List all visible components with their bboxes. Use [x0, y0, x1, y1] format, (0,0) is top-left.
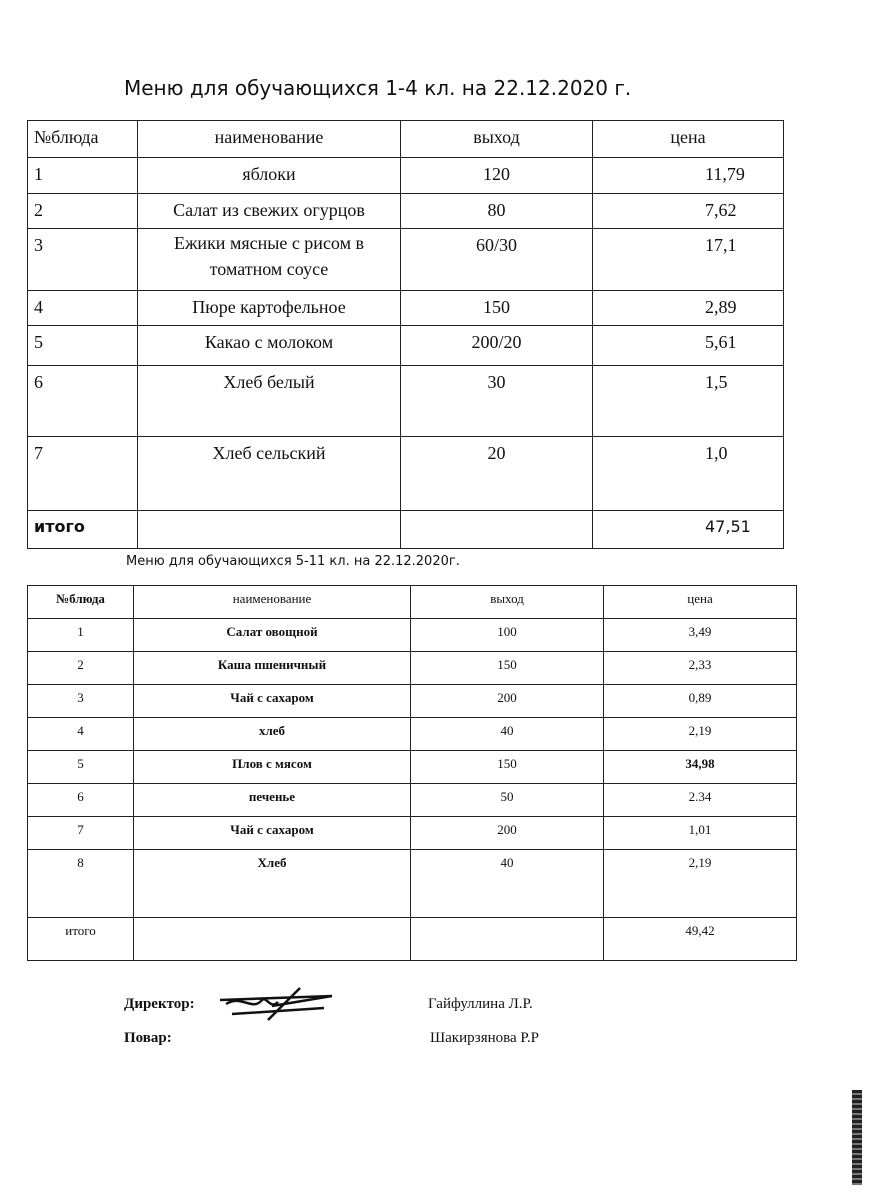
table-row [28, 158, 784, 194]
scan-edge-mark [852, 1090, 862, 1185]
total-value: 47,51 [593, 511, 784, 549]
table-row [28, 850, 797, 918]
table-header-row [28, 586, 797, 619]
cell-yield: 200 [411, 817, 604, 850]
cell-no: 4 [28, 291, 138, 326]
table-row [28, 619, 797, 652]
cell-yield: 150 [411, 652, 604, 685]
cell-name: Пюре картофельное [138, 291, 401, 326]
cell-price: 2.34 [604, 784, 797, 817]
cell-price: 7,62 [593, 194, 784, 229]
cell-yield: 200/20 [401, 326, 593, 366]
cell-price: 1,0 [593, 437, 784, 511]
cell-yield: 50 [411, 784, 604, 817]
header-price: цена [604, 586, 797, 619]
header-price: цена [593, 121, 784, 158]
cell-no: 3 [28, 229, 138, 291]
header-no: №блюда [28, 586, 134, 619]
cell-yield: 40 [411, 850, 604, 918]
cell-price: 1,01 [604, 817, 797, 850]
cell-no: 5 [28, 751, 134, 784]
total-label: итого [28, 918, 134, 961]
menu1-title: Меню для обучающихся 1-4 кл. на 22.12.2020 г. [124, 76, 632, 100]
cell-name: Плов с мясом [134, 751, 411, 784]
cell-name: Салат овощной [134, 619, 411, 652]
cell-name: печенье [134, 784, 411, 817]
director-label: Директор: [124, 996, 195, 1012]
total-row [28, 511, 784, 549]
header-name: наименование [134, 586, 411, 619]
cell-yield: 80 [401, 194, 593, 229]
table-row [28, 817, 797, 850]
cell-price: 17,1 [593, 229, 784, 291]
cell-price: 11,79 [593, 158, 784, 194]
cell-yield: 100 [411, 619, 604, 652]
cell-name: Чай с сахаром [134, 817, 411, 850]
cell-name: Чай с сахаром [134, 685, 411, 718]
cell-no: 6 [28, 366, 138, 437]
table-row [28, 291, 784, 326]
cell-price: 5,61 [593, 326, 784, 366]
cell-no: 5 [28, 326, 138, 366]
cell-name: Каша пшеничный [134, 652, 411, 685]
cell-name: хлеб [134, 718, 411, 751]
cell-price: 2,19 [604, 850, 797, 918]
cell-name: Ежики мясные с рисом в томатном соусе [138, 229, 401, 291]
cell-no: 2 [28, 194, 138, 229]
cell-name: Хлеб [134, 850, 411, 918]
total-value: 49,42 [604, 918, 797, 961]
cell-name: Какао с молоком [138, 326, 401, 366]
cell-name: Хлеб сельский [138, 437, 401, 511]
cell-price: 3,49 [604, 619, 797, 652]
total-row [28, 918, 797, 961]
cell-name: Хлеб белый [138, 366, 401, 437]
cook-name: Шакирзянова Р.Р [430, 1030, 539, 1046]
cell-yield: 120 [401, 158, 593, 194]
cell-price: 2,33 [604, 652, 797, 685]
table-row [28, 366, 784, 437]
header-yield: выход [411, 586, 604, 619]
menu1-table [27, 120, 784, 549]
total-label: итого [28, 511, 138, 549]
cell-price: 1,5 [593, 366, 784, 437]
cell-yield: 30 [401, 366, 593, 437]
table-row [28, 718, 797, 751]
cell-no: 1 [28, 158, 138, 194]
menu2-title: Меню для обучающихся 5-11 кл. на 22.12.2020г. [126, 554, 460, 569]
cell-yield: 60/30 [401, 229, 593, 291]
cell-price: 2,89 [593, 291, 784, 326]
cell-no: 7 [28, 817, 134, 850]
cell-no: 3 [28, 685, 134, 718]
table-header-row [28, 121, 784, 158]
cell-no: 4 [28, 718, 134, 751]
table-row [28, 652, 797, 685]
cell-no: 6 [28, 784, 134, 817]
cell-no: 7 [28, 437, 138, 511]
cell-price: 0,89 [604, 685, 797, 718]
cell-yield: 150 [401, 291, 593, 326]
table-row [28, 751, 797, 784]
header-name: наименование [138, 121, 401, 158]
cell-yield: 150 [411, 751, 604, 784]
cook-label: Повар: [124, 1030, 172, 1046]
cell-yield: 20 [401, 437, 593, 511]
cell-name: Салат из свежих огурцов [138, 194, 401, 229]
table-row [28, 685, 797, 718]
table-row [28, 437, 784, 511]
table-row [28, 194, 784, 229]
menu2-table [27, 585, 797, 961]
table-row [28, 326, 784, 366]
table-row [28, 229, 784, 291]
cell-no: 1 [28, 619, 134, 652]
cell-name: яблоки [138, 158, 401, 194]
director-name: Гайфуллина Л.Р. [428, 996, 533, 1012]
signature-scribble-icon [212, 986, 342, 1026]
cell-yield: 200 [411, 685, 604, 718]
cell-no: 2 [28, 652, 134, 685]
cell-price: 2,19 [604, 718, 797, 751]
header-no: №блюда [28, 121, 138, 158]
cell-price: 34,98 [604, 751, 797, 784]
cell-yield: 40 [411, 718, 604, 751]
table-row [28, 784, 797, 817]
cell-no: 8 [28, 850, 134, 918]
header-yield: выход [401, 121, 593, 158]
